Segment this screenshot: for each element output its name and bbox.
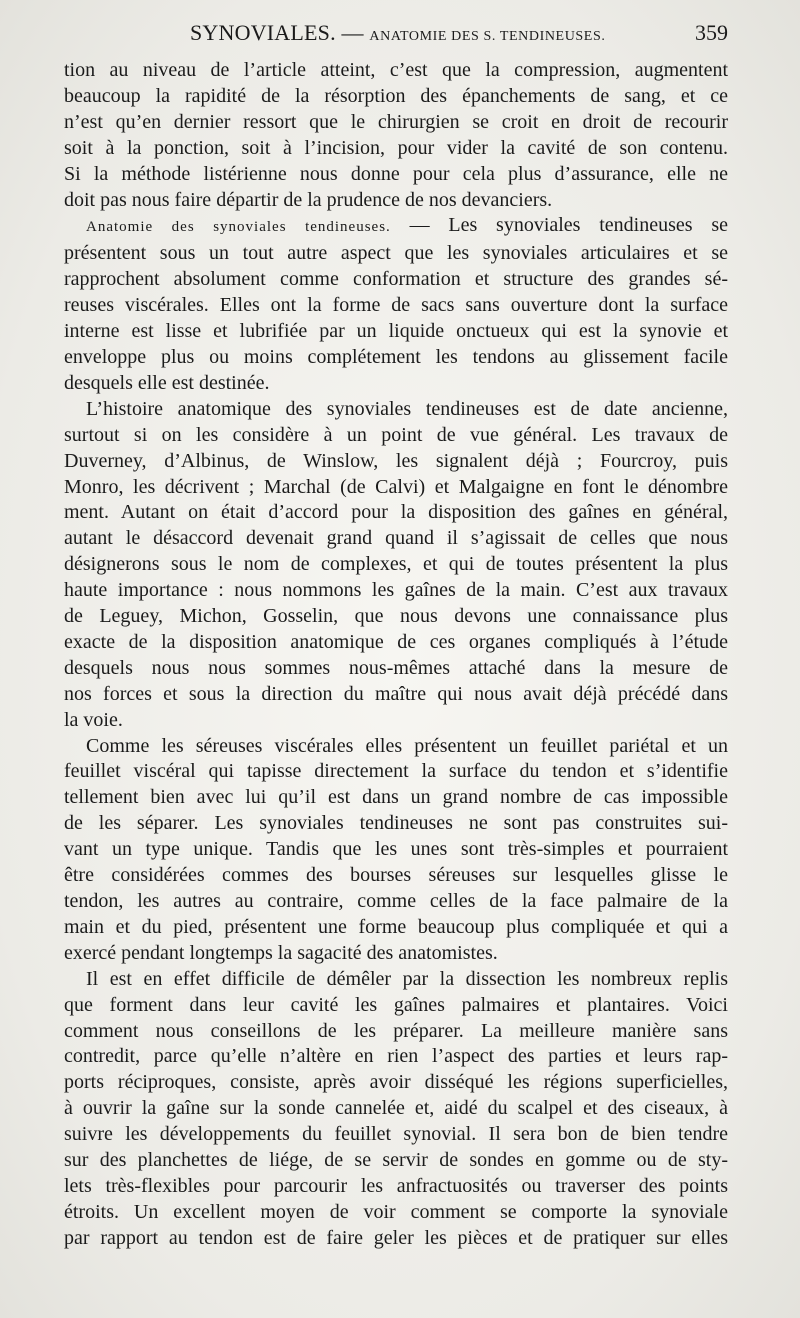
section-heading-line [64,213,728,241]
text-line: rapprochent absolument comme conformation et structure des grandes sé- [64,268,728,291]
text-line: tellement bien avec lui qu’il est dans un grand nombre de cas impossible [64,786,728,809]
running-title-main: SYNOVIALES. [190,20,336,45]
text-line: ports réciproques, consiste, après avoir disséqué les régions superficielles, [64,1071,728,1094]
text-line: desquels nous nous sommes nous-mêmes attaché dans la mesure de [64,656,728,679]
text-line: être considérées commes des bourses séreuses sur lesquelles glisse le [64,864,728,887]
running-title-dash: — [335,20,370,45]
text-line: reuses viscérales. Elles ont la forme de sacs sans ouverture dont la surface [64,294,728,317]
text-line: feuillet viscéral qui tapisse directement la surface du tendon et s’identifie [64,760,728,783]
text-line: soit à la ponction, soit à l’incision, pour vider la cavité de son contenu. [64,136,728,159]
text-line: par rapport au tendon est de faire geler les pièces et de pratiquer sur elles [64,1226,728,1249]
text-line: main et du pied, présentent une forme beaucoup plus compliquée et qui a [64,915,728,938]
running-title [190,20,605,46]
text-line: contredit, parce qu’elle n’altère en rien l’aspect des parties et leurs rap- [64,1045,728,1068]
text-line: nos forces et sous la direction du maître qui nous avait déjà précédé dans [64,682,728,705]
text-line: enveloppe plus ou moins complétement les tendons au glissement facile [64,345,728,368]
text-line: ment. Autant on était d’accord pour la disposition des gaînes en général, [64,501,728,524]
running-title-sub: ANATOMIE DES S. TENDINEUSES. [369,29,606,44]
paragraph [64,734,728,967]
text-line: Duverney, d’Albinus, de Winslow, les signalent déjà ; Fourcroy, puis [64,449,728,472]
text-line: exercé pendant longtemps la sagacité des anatomistes. [64,941,498,964]
text-line: desquels elle est destinée. [64,371,270,394]
text-line: surtout si on les considère à un point de vue général. Les travaux de [64,423,728,446]
text-line: Monro, les décrivent ; Marchal (de Calvi) et Malgaigne en font le dénombre [64,475,728,498]
text-line: de Leguey, Michon, Gosselin, que nous devons une connaissance plus [64,605,728,628]
text-line: exacte de la disposition anatomique de ces organes compliqués à l’étude [64,630,728,653]
text-line: désignerons sous le nom de complexes, et qui de toutes présentent la plus [64,553,728,576]
text-line: Comme les séreuses viscérales elles présentent un feuillet pariétal et un [86,734,728,757]
text-line: étroits. Un excellent moyen de voir comment se comporte la synoviale [64,1200,728,1223]
text-line: haute importance : nous nommons les gaînes de la main. C’est aux travaux [64,579,728,602]
text-line: la voie. [64,708,123,731]
text-line: suivre les développements du feuillet synovial. Il sera bon de bien tendre [64,1123,728,1146]
section-heading: Anatomie des synoviales tendineuses. [86,219,391,236]
text-line: présentent sous un tout autre aspect que les synoviales articulaires et se [64,242,728,265]
paragraph [64,397,728,734]
text-line: interne est lisse et lubrifiée par un liquide onctueux qui est la synovie et [64,320,728,343]
paragraph [64,967,728,1252]
page-number: 359 [695,20,728,45]
text-line: vant un type unique. Tandis que les unes sont très-simples et pourraient [64,838,728,861]
running-header [64,20,728,50]
text-line: Il est en effet difficile de démêler par la dissection les nombreux replis [86,967,728,990]
text-line: n’est qu’en dernier ressort que le chirurgien se croit en droit de recourir [64,110,728,133]
text-line: L’histoire anatomique des synoviales tendineuses est de date ancienne, [86,397,728,420]
text-line: Si la méthode listérienne nous donne pour cela plus d’assurance, elle ne [64,162,728,185]
text-fragment: — Les synoviales tendineuses se [390,214,728,237]
text-line: de les séparer. Les synoviales tendineuses ne sont pas construites sui- [64,812,728,835]
text-line: sur des planchettes de liége, de se servir de sondes en gomme ou de sty- [64,1149,728,1172]
text-line: à ouvrir la gaîne sur la sonde cannelée et, aidé du scalpel et des ciseaux, à [64,1097,728,1120]
paragraph [64,213,728,396]
body-text [64,58,728,1252]
text-line: tion au niveau de l’article atteint, c’est que la compression, augmentent [64,59,728,81]
text-line: tendon, les autres au contraire, comme celles de la face palmaire de la [64,890,728,912]
text-line: que forment dans leur cavité les gaînes palmaires et plantaires. Voici [64,993,728,1016]
text-line: comment nous conseillons de les préparer. La meilleure manière sans [64,1019,728,1042]
text-line: doit pas nous faire départir de la prudence de nos devanciers. [64,188,553,211]
paragraph [64,58,728,213]
text-line: autant le désaccord devenait grand quand il s’agissait de celles que nous [64,527,728,550]
text-line: beaucoup la rapidité de la résorption des épanchements de sang, et ce [64,84,728,107]
text-line: lets très-flexibles pour parcourir les anfractuosités ou traverser des points [64,1174,728,1197]
